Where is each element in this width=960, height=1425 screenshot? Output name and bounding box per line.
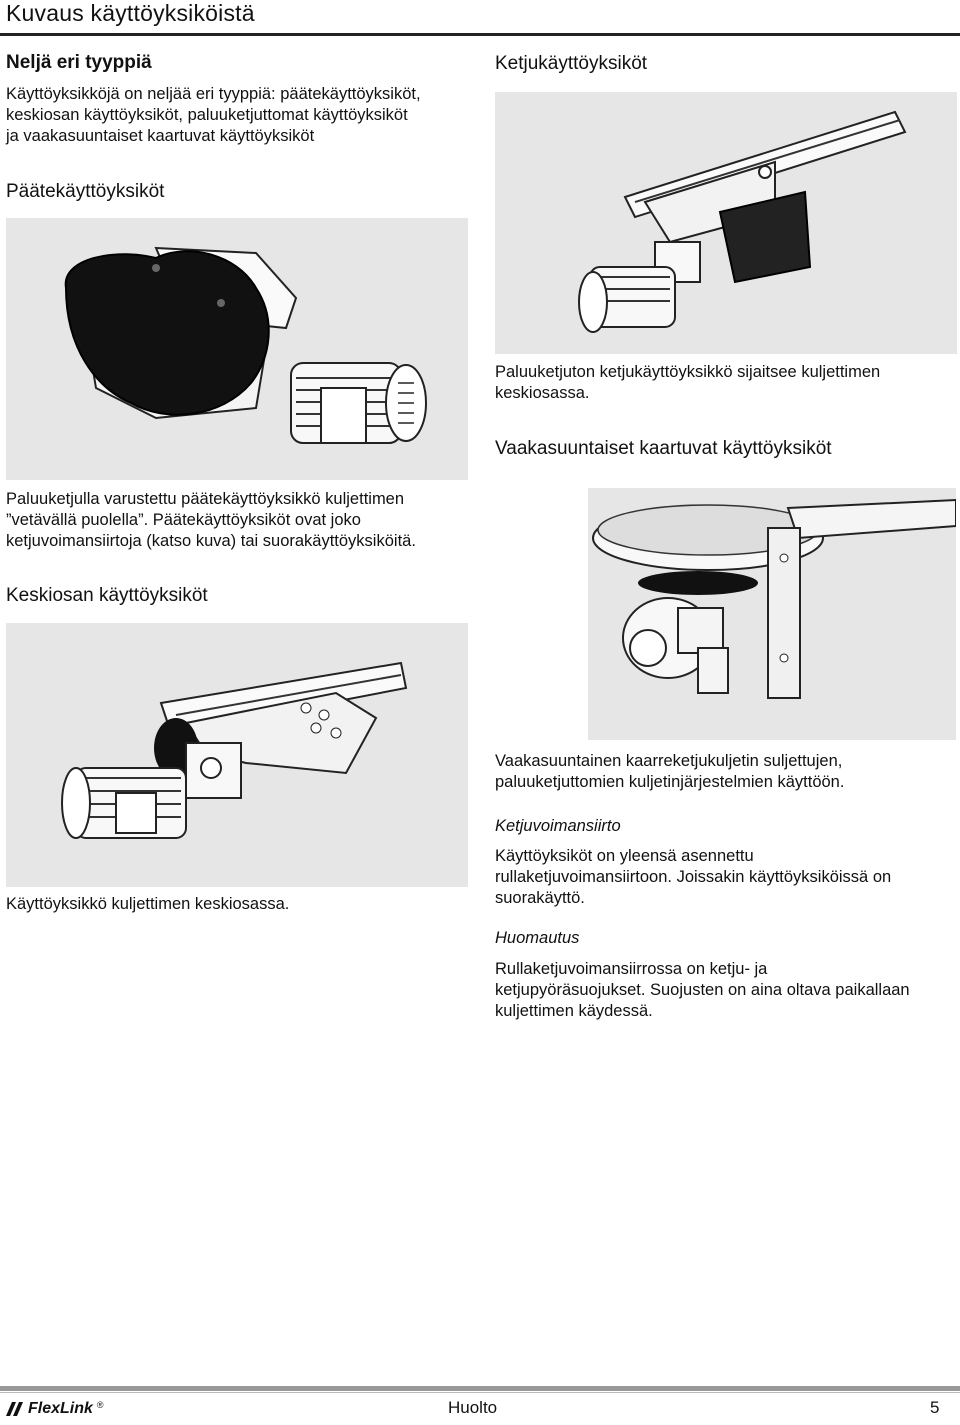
page-number: 5 [930,1398,940,1417]
intro-line: ja vaakasuuntaiset kaartuvat käyttöyksiköt [6,127,315,145]
end-drive-heading: Päätekäyttöyksiköt [6,181,165,202]
intro-heading: Neljä eri tyyppiä [6,52,152,73]
transmission-line: rullaketjuvoimansiirtoon. Joissakin käyttöyksiköissä on [495,868,892,886]
note-line: Rullaketjuvoimansiirrossa on ketju- ja [495,960,768,978]
flexlink-logo-icon [6,1402,24,1416]
caption-line: paluuketjuttomien kuljetinjärjestelmien käyttöön. [495,773,845,791]
intro-line: keskiosan käyttöyksiköt, paluuketjuttomat käyttöyksiköt [6,106,408,124]
caption-line: Paluuketjuton ketjukäyttöyksikkö sijaitsee kuljettimen [495,363,881,381]
title-rule [0,33,960,36]
intro-text [6,84,466,147]
footer-section: Huolto [448,1398,498,1417]
caption-line: keskiosassa. [495,384,590,402]
chain-drive-caption [495,362,955,404]
end-drive-figure [6,218,468,480]
footer-rule-thin [0,1392,960,1393]
caption-line: Vaakasuuntainen kaarreketjukuljetin suljettujen, [495,752,843,770]
caption-line: Paluuketjulla varustettu päätekäyttöyksikkö kuljettimen [6,490,405,508]
horizontal-bend-figure [588,488,956,740]
note-line: ketjupyöräsuojukset. Suojusten on aina oltava paikallaan [495,981,910,999]
middle-drive-heading: Keskiosan käyttöyksiköt [6,585,208,606]
note-text [495,959,955,1022]
transmission-line: Käyttöyksiköt on yleensä asennettu [495,847,754,865]
note-heading: Huomautus [495,929,580,947]
logo-registered-mark: ® [96,1400,104,1410]
intro-line: Käyttöyksikköjä on neljää eri tyyppiä: päätekäyttöyksiköt, [6,85,421,103]
logo-text: FlexLink [28,1400,93,1417]
end-drive-caption [6,489,476,552]
middle-drive-figure [6,623,468,887]
chain-drive-figure [495,92,957,354]
flexlink-logo [6,1400,104,1418]
caption-line: ketjuvoimansiirtoja (katso kuva) tai suorakäyttöyksiköitä. [6,532,416,550]
footer-rule [0,1386,960,1391]
chain-drive-heading: Ketjukäyttöyksiköt [495,53,648,74]
horizontal-bend-caption [495,751,955,793]
note-line: kuljettimen käydessä. [495,1002,653,1020]
page-title: Kuvaus käyttöyksiköistä [6,0,255,26]
transmission-line: suorakäyttö. [495,889,585,907]
horizontal-bend-heading: Vaakasuuntaiset kaartuvat käyttöyksiköt [495,438,832,459]
middle-drive-caption: Käyttöyksikkö kuljettimen keskiosassa. [6,895,290,913]
transmission-heading: Ketjuvoimansiirto [495,817,621,835]
caption-line: ”vetävällä puolella”. Päätekäyttöyksiköt ovat joko [6,511,361,529]
transmission-text [495,846,955,909]
